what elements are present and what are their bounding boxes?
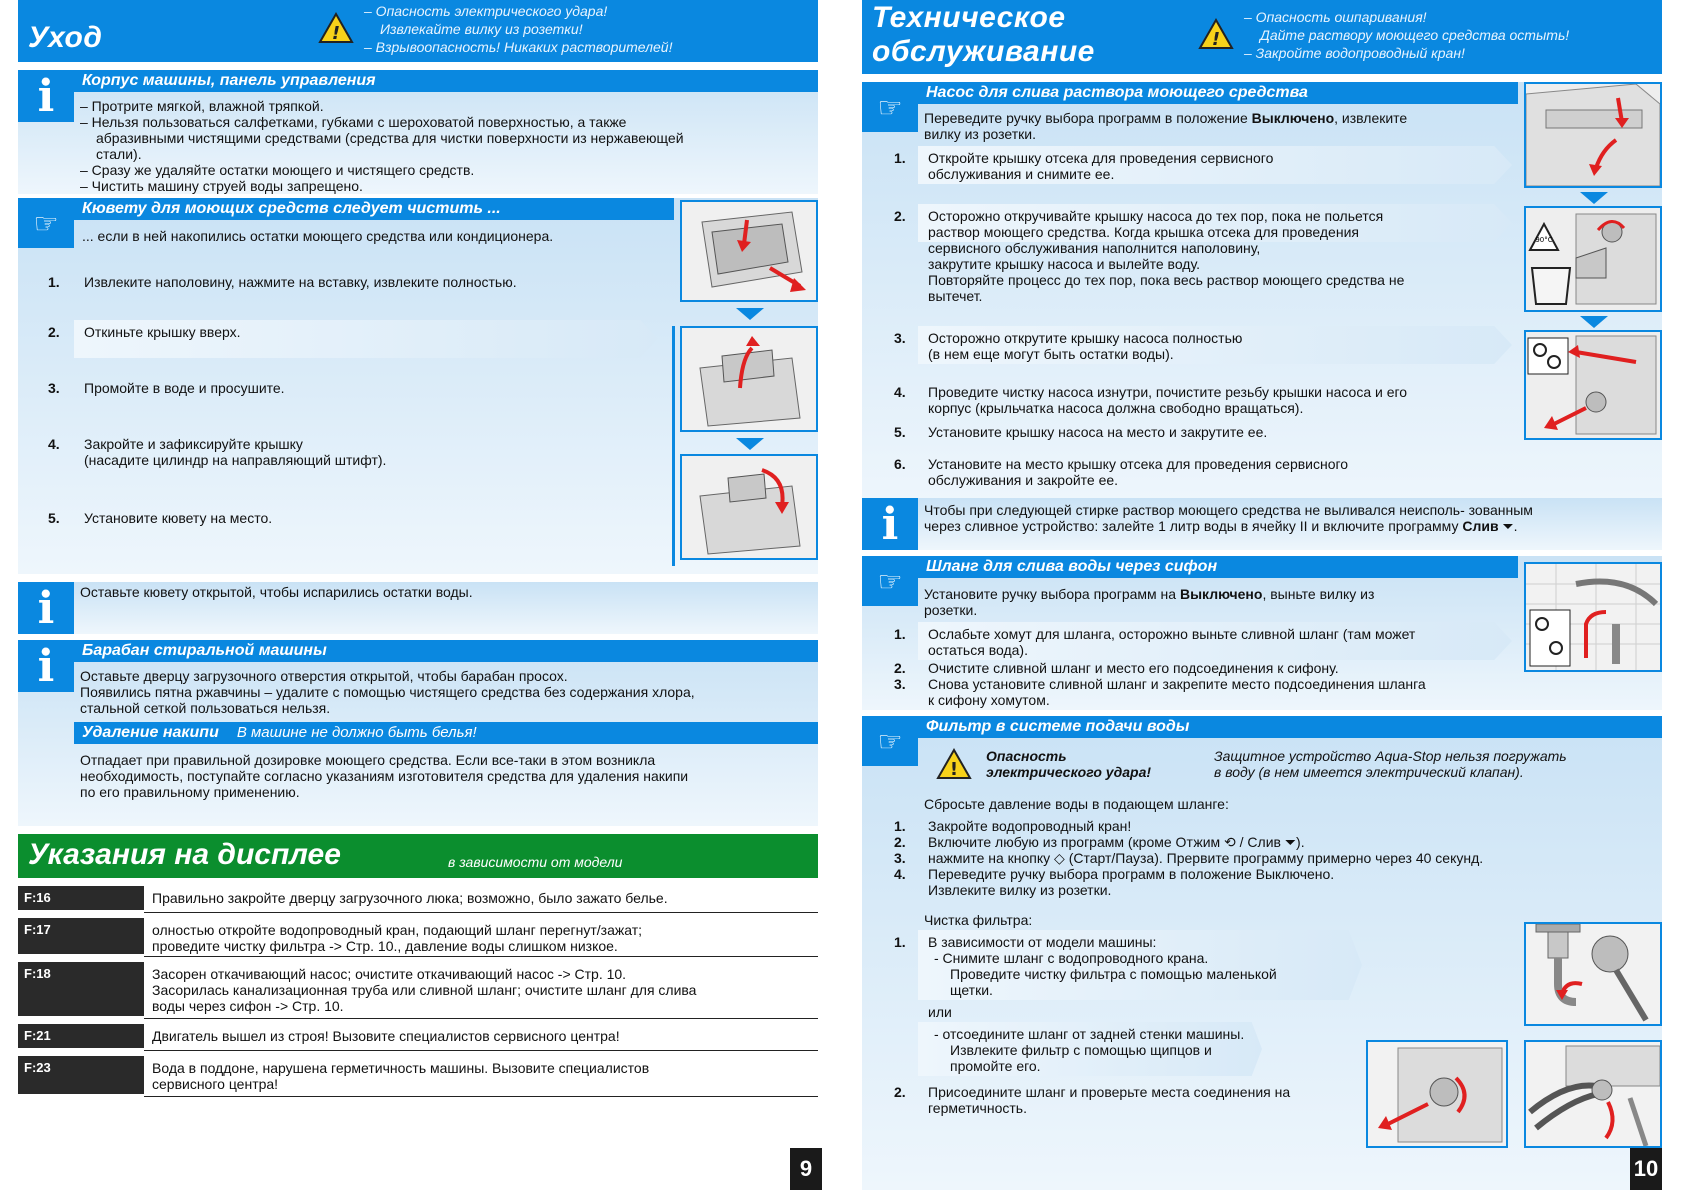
error-f18-text-2: Засорилась канализационная труба или сливной шланг; очистите шланг для слива bbox=[152, 982, 697, 998]
pump-intro-a: Переведите ручку выбора программ в положение bbox=[924, 110, 1252, 126]
filter-step-2-l2: герметичность. bbox=[928, 1100, 1027, 1116]
filter-step-1-text: В зависимости от модели машины: bbox=[928, 934, 1157, 950]
hose-intro-a: Установите ручку выбора программ на bbox=[924, 586, 1180, 602]
pump-step-2-l5: Повторяйте процесс до тех пор, пока весь раствор моющего средства не bbox=[928, 272, 1405, 288]
drawer-section-heading: Кювету для моющих средств следует чистить ... bbox=[74, 198, 674, 220]
drawer-intro: ... если в ней накопились остатки моющего средства или кондиционера. bbox=[82, 228, 554, 244]
maintenance-warning-1: – Опасность ошпаривания! bbox=[1244, 9, 1427, 25]
pump-step-5-l1: Установите крышку насоса на место и закрутите ее. bbox=[928, 424, 1268, 440]
display-title: Указания на дисплее bbox=[28, 838, 341, 871]
descale-line-2: необходимость, поступайте согласно указаниям изготовителя средства для удаления накипи bbox=[80, 768, 689, 784]
drawer-step-1-number: 1. bbox=[48, 274, 60, 290]
pump-step-2-number: 2. bbox=[894, 208, 906, 224]
pump-step-3-number: 3. bbox=[894, 330, 906, 346]
pressure-step-2-text: Включите любую из программ (кроме Отжим ⟲ / Слив ⏷). bbox=[928, 834, 1305, 850]
drum-line-1: Оставьте дверцу загрузочного отверстия открытой, чтобы барабан просох. bbox=[80, 668, 568, 684]
svg-text:90°C: 90°C bbox=[1535, 236, 1553, 244]
hand-pointer-icon: ☞ bbox=[862, 82, 918, 132]
hose-intro-bold: Выключено bbox=[1179, 586, 1263, 602]
pump-step-4-l2: корпус (крыльчатка насоса должна свободно вращаться). bbox=[928, 400, 1304, 416]
filter-clean-title: Чистка фильтра: bbox=[924, 912, 1033, 928]
filter-step-1-number: 1. bbox=[894, 934, 906, 950]
body-line-4: стали). bbox=[96, 146, 142, 162]
pressure-release-intro: Сбросьте давление воды в подающем шланге: bbox=[924, 796, 1229, 812]
care-warning-2: Извлекайте вилку из розетки! bbox=[380, 21, 583, 37]
divider bbox=[144, 956, 818, 957]
pressure-step-4-text: Переведите ручку выбора программ в положение Выключено. bbox=[928, 866, 1335, 882]
hose-illustration bbox=[1524, 562, 1662, 672]
drawer-step-4-text-2: (насадите цилиндр на направляющий штифт). bbox=[84, 452, 387, 468]
pump-illustration-2 bbox=[1524, 206, 1662, 312]
pressure-step-3-text: нажмите на кнопку ◇ (Старт/Пауза). Прервите программу примерно через 40 секунд. bbox=[928, 850, 1484, 866]
aqua-stop-note-2: в воду (в нем имеется электрический клапан). bbox=[1214, 764, 1524, 780]
pump-step-3-l1: Осторожно открутите крышку насоса полностью bbox=[928, 330, 1243, 346]
descale-note: В машине не должно быть белья! bbox=[236, 724, 477, 741]
hand-pointer-icon: ☞ bbox=[862, 716, 918, 766]
hose-section-heading: Шланг для слива воды через сифон bbox=[918, 556, 1518, 578]
pump-step-1-l1: Откройте крышку отсека для проведения сервисного bbox=[928, 150, 1274, 166]
danger-label-2: электрического удара! bbox=[986, 764, 1152, 780]
pump-step-2-l2: раствор моющего средства. Когда крышка отсека для проведения bbox=[928, 224, 1359, 240]
error-code-f18: F:18 bbox=[18, 962, 144, 1016]
drawer-step-2-text: Откиньте крышку вверх. bbox=[84, 324, 241, 340]
drawer-illustration-1 bbox=[680, 200, 818, 302]
pump-step-3-l2: (в нем еще могут быть остатки воды). bbox=[928, 346, 1174, 362]
error-code-f17: F:17 bbox=[18, 918, 144, 954]
hose-step-1-l2: остаться вода). bbox=[928, 642, 1028, 658]
down-arrow-icon bbox=[736, 438, 764, 450]
descale-heading-bar bbox=[74, 722, 818, 744]
care-title: Уход bbox=[28, 21, 103, 54]
drawer-step-5-number: 5. bbox=[48, 510, 60, 526]
error-f23-text-2: сервисного центра! bbox=[152, 1076, 279, 1092]
body-section-heading: Корпус машины, панель управления bbox=[74, 70, 818, 92]
bracket-line bbox=[672, 326, 675, 566]
filter-step-1b-l2: Извлеките фильтр с помощью щипцов и bbox=[950, 1042, 1212, 1058]
info-icon: i bbox=[18, 70, 74, 122]
error-f21-text: Двигатель вышел из строя! Вызовите специалистов сервисного центра! bbox=[152, 1028, 620, 1044]
drawer-info-text: Оставьте кювету открытой, чтобы испарились остатки воды. bbox=[80, 584, 473, 600]
pump-step-2-l4: закрутите крышку насоса и вылейте воду. bbox=[928, 256, 1200, 272]
right-page bbox=[862, 0, 1684, 1190]
drum-line-2: Появились пятна ржавчины – удалите с помощью чистящего средства без содержания хлора, bbox=[80, 684, 695, 700]
maintenance-title-2: обслуживание bbox=[872, 35, 1095, 68]
descale-heading: Удаление накипи bbox=[82, 724, 219, 741]
drawer-step-2-number: 2. bbox=[48, 324, 60, 340]
pump-step-1-l2: обслуживания и снимите ее. bbox=[928, 166, 1115, 182]
body-line-1: – Протрите мягкой, влажной тряпкой. bbox=[80, 98, 324, 114]
svg-text:!: ! bbox=[949, 759, 959, 780]
body-line-3: абразивными чистящими средствами (средства для чистки поверхности из нержавеющей bbox=[96, 130, 684, 146]
pump-step-4-number: 4. bbox=[894, 384, 906, 400]
care-title-bar bbox=[18, 0, 818, 62]
descale-line-1: Отпадает при правильной дозировке моющего средства. Если все-таки в этом возникла bbox=[80, 752, 656, 768]
drawer-step-4-text: Закройте и зафиксируйте крышку bbox=[84, 436, 303, 452]
error-f23-text-1: Вода в поддоне, нарушена герметичность машины. Вызовите специалистов bbox=[152, 1060, 650, 1076]
hose-step-3-l2: к сифону хомутом. bbox=[928, 692, 1050, 708]
danger-label-1: Опасность bbox=[986, 748, 1067, 764]
filter-step-1b-l1: - отсоедините шланг от задней стенки машины. bbox=[934, 1026, 1245, 1042]
info-icon: i bbox=[18, 640, 74, 692]
filter-step-1a-l2: Проведите чистку фильтра с помощью маленькой bbox=[950, 966, 1277, 982]
warning-triangle-icon bbox=[1198, 18, 1234, 50]
pump-intro-bold: Выключено bbox=[1251, 110, 1335, 126]
pump-info-line-2 bbox=[924, 518, 1518, 534]
filter-illustration-back bbox=[1366, 1040, 1508, 1148]
pump-intro-2: вилку из розетки. bbox=[924, 126, 1036, 142]
hose-intro-b: , выньте вилку из bbox=[1262, 586, 1375, 602]
page-number: 10 bbox=[1630, 1148, 1662, 1190]
pump-section-heading: Насос для слива раствора моющего средства bbox=[918, 82, 1518, 104]
filter-step-1a-l3: щетки. bbox=[950, 982, 993, 998]
pump-info-line-2-bold: Слив bbox=[1462, 518, 1499, 534]
filter-illustration-pliers bbox=[1524, 1040, 1662, 1148]
divider bbox=[144, 1018, 818, 1019]
drawer-step-1-text: Извлеките наполовину, нажмите на вставку, извлеките полностью. bbox=[84, 274, 517, 290]
maintenance-warning-3: – Закройте водопроводный кран! bbox=[1244, 45, 1465, 61]
filter-illustration-tap bbox=[1524, 922, 1662, 1026]
hose-step-2-number: 2. bbox=[894, 660, 906, 676]
svg-text:!: ! bbox=[1211, 29, 1221, 50]
care-warning-3: – Взрывоопасность! Никаких растворителей! bbox=[364, 39, 673, 55]
hand-pointer-icon: ☞ bbox=[18, 198, 74, 248]
pump-step-1-number: 1. bbox=[894, 150, 906, 166]
display-subtitle: в зависимости от модели bbox=[448, 854, 623, 870]
filter-or: или bbox=[928, 1004, 952, 1020]
drawer-step-5-text: Установите кювету на место. bbox=[84, 510, 273, 526]
info-icon: i bbox=[18, 582, 74, 634]
drawer-step-3-number: 3. bbox=[48, 380, 60, 396]
filter-step-2-number: 2. bbox=[894, 1084, 906, 1100]
pressure-step-1-number: 1. bbox=[894, 818, 906, 834]
down-arrow-icon bbox=[1580, 316, 1608, 328]
pump-step-6-l2: обслуживания и закройте ее. bbox=[928, 472, 1119, 488]
pump-step-2-l1: Осторожно откручивайте крышку насоса до тех пор, пока не польется bbox=[928, 208, 1384, 224]
hose-intro bbox=[924, 586, 1374, 602]
hose-step-3-l1: Снова установите сливной шланг и закрепите место подсоединения шланга bbox=[928, 676, 1426, 692]
hose-step-3-number: 3. bbox=[894, 676, 906, 692]
error-f17-text-2: проведите чистку фильтра -> Стр. 10., давление воды слишком низкое. bbox=[152, 938, 618, 954]
aqua-stop-note-1: Защитное устройство Aqua-Stop нельзя погружать bbox=[1214, 748, 1567, 764]
care-warning-1: – Опасность электрического удара! bbox=[364, 3, 608, 19]
pump-step-6-number: 6. bbox=[894, 456, 906, 472]
pump-info-line-2-a: через сливное устройство: залейте 1 литр воды в ячейку II и включите программу bbox=[924, 518, 1463, 534]
info-icon: i bbox=[862, 498, 918, 550]
drawer-step-3-text: Промойте в воде и просушите. bbox=[84, 380, 285, 396]
divider bbox=[144, 1096, 818, 1097]
drawer-illustration-3 bbox=[680, 454, 818, 560]
pressure-step-4-number: 4. bbox=[894, 866, 906, 882]
drawer-step-4-number: 4. bbox=[48, 436, 60, 452]
hose-intro-2: розетки. bbox=[924, 602, 978, 618]
maintenance-warning-2: Дайте раствору моющего средства остыть! bbox=[1260, 27, 1570, 43]
svg-text:!: ! bbox=[331, 23, 341, 44]
page-number: 9 bbox=[790, 1148, 822, 1190]
pump-step-2-l6: вытечет. bbox=[928, 288, 983, 304]
body-line-2: – Нельзя пользоваться салфетками, губками с шероховатой поверхностью, а также bbox=[80, 114, 627, 130]
pressure-step-3-number: 3. bbox=[894, 850, 906, 866]
filter-step-2-l1: Присоедините шланг и проверьте места соединения на bbox=[928, 1084, 1291, 1100]
hose-step-1-number: 1. bbox=[894, 626, 906, 642]
error-f18-text-3: воды через сифон -> Стр. 10. bbox=[152, 998, 344, 1014]
body-line-6: – Чистить машину струей воды запрещено. bbox=[80, 178, 363, 194]
pressure-step-2-number: 2. bbox=[894, 834, 906, 850]
error-code-f21: F:21 bbox=[18, 1024, 144, 1048]
maintenance-title-bar bbox=[862, 0, 1662, 74]
drum-line-3: стальной сеткой пользоваться нельзя. bbox=[80, 700, 331, 716]
pressure-step-1-text: Закройте водопроводный кран! bbox=[928, 818, 1132, 834]
divider bbox=[144, 1050, 818, 1051]
filter-section-heading: Фильтр в системе подачи воды bbox=[918, 716, 1662, 738]
pump-intro-b: , извлеките bbox=[1334, 110, 1408, 126]
pump-step-6-l1: Установите на место крышку отсека для проведения сервисного bbox=[928, 456, 1349, 472]
unplug-text: Извлеките вилку из розетки. bbox=[928, 882, 1112, 898]
display-title-bar bbox=[18, 834, 818, 878]
error-f18-text-1: Засорен откачивающий насос; очистите откачивающий насос -> Стр. 10. bbox=[152, 966, 627, 982]
hose-step-1-l1: Ослабьте хомут для шланга, осторожно выньте сливной шланг (там может bbox=[928, 626, 1416, 642]
divider bbox=[144, 912, 818, 913]
drawer-illustration-2 bbox=[680, 326, 818, 432]
drum-section-heading: Барабан стиральной машины bbox=[74, 640, 818, 662]
pump-step-5-number: 5. bbox=[894, 424, 906, 440]
pump-step-2-l3: сервисного обслуживания наполнится наполовину, bbox=[928, 240, 1261, 256]
pump-step-4-l1: Проведите чистку насоса изнутри, почистите резьбу крышки насоса и его bbox=[928, 384, 1408, 400]
error-code-f23: F:23 bbox=[18, 1056, 144, 1094]
warning-triangle-icon bbox=[936, 748, 972, 780]
pump-info-drain-symbol: ⏷. bbox=[1498, 518, 1518, 534]
filter-step-1b-l3: промойте его. bbox=[950, 1058, 1041, 1074]
error-code-f16: F:16 bbox=[18, 886, 144, 910]
warning-triangle-icon bbox=[318, 12, 354, 44]
down-arrow-icon bbox=[1580, 192, 1608, 204]
hand-pointer-icon: ☞ bbox=[862, 556, 918, 606]
filter-step-1a-l1: - Снимите шланг с водопроводного крана. bbox=[934, 950, 1209, 966]
error-f17-text-1: олностью откройте водопроводный кран, подающий шланг перегнут/зажат; bbox=[152, 922, 643, 938]
maintenance-title-1: Техническое bbox=[872, 1, 1066, 34]
descale-line-3: по его правильному применению. bbox=[80, 784, 300, 800]
error-f16-text: Правильно закройте дверцу загрузочного люка; возможно, было зажато белье. bbox=[152, 890, 668, 906]
down-arrow-icon bbox=[736, 308, 764, 320]
pump-illustration-1 bbox=[1524, 82, 1662, 188]
pump-intro bbox=[924, 110, 1407, 126]
pump-info-line-1: Чтобы при следующей стирке раствор моющего средства не выливался неисполь- зованным bbox=[924, 502, 1533, 518]
pump-illustration-3 bbox=[1524, 330, 1662, 440]
hose-step-2-l1: Очистите сливной шланг и место его подсоединения к сифону. bbox=[928, 660, 1339, 676]
body-line-5: – Сразу же удаляйте остатки моющего и чистящего средств. bbox=[80, 162, 475, 178]
